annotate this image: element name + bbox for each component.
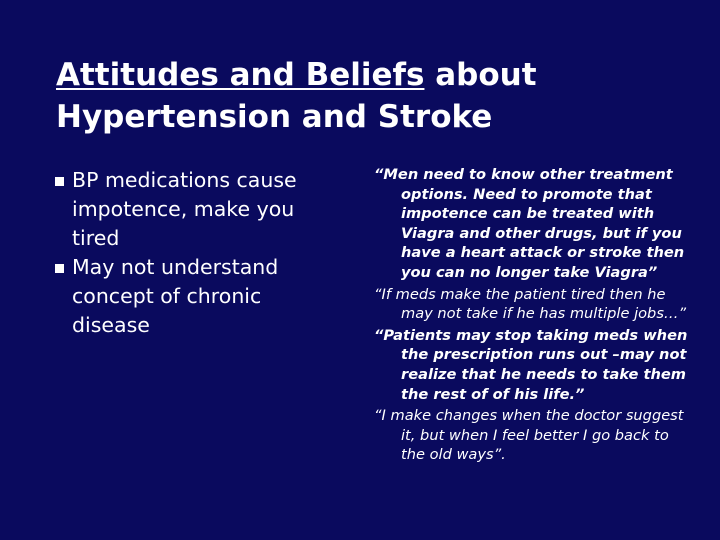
quote-text: “I make changes when the doctor suggest it, but when I feel better I go back to the old ways”. bbox=[374, 407, 684, 464]
quote-text: “Men need to know other treatment options. Need to promote that impotence can be treated with Viagra and other drugs, but if you have a heart attack or stroke then you can no longer take Viagra” bbox=[374, 166, 685, 281]
bullet-list bbox=[52, 166, 322, 340]
bullet-item bbox=[52, 166, 322, 253]
slide-title-line2: Hypertension and Stroke bbox=[56, 99, 493, 135]
quote-text: “If meds make the patient tired then he may not take if he has multiple jobs…” bbox=[374, 285, 687, 323]
square-bullet-icon bbox=[55, 177, 64, 186]
slide-title-underlined: Attitudes and Beliefs bbox=[56, 57, 425, 93]
bullet-text: BP medications cause impotence, make you tired bbox=[72, 168, 297, 250]
square-bullet-icon bbox=[55, 264, 64, 273]
bullet-item bbox=[52, 253, 322, 340]
slide-title-rest: about bbox=[424, 57, 537, 93]
quote-text: “Patients may stop taking meds when the prescription runs out –may not realize that he needs to take them the rest of of his life.” bbox=[374, 326, 688, 403]
bullet-text: May not understand concept of chronic disease bbox=[72, 255, 279, 337]
slide-title bbox=[56, 54, 676, 138]
quotes-column bbox=[374, 165, 694, 467]
